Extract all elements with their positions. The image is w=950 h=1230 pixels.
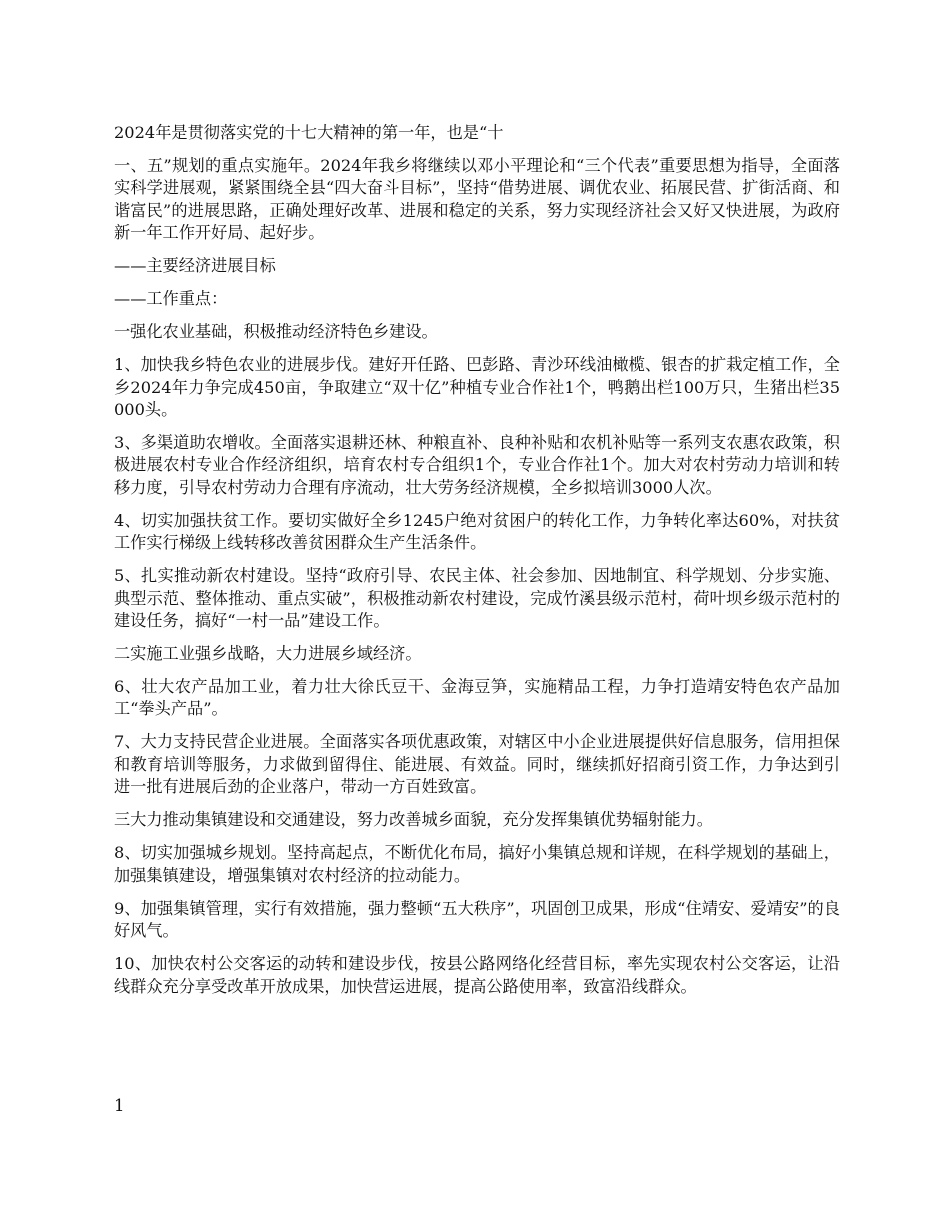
heading-economic-goals: ——主要经济进展目标	[114, 256, 276, 276]
section-heading-industry: 二实施工业强乡战略，大力进展乡域经济。	[114, 644, 422, 664]
paragraph-item-6: 6、壮大农产品加工业，着力壮大徐氏豆干、金海豆笋，实施精品工程，力争打造靖安特色农产品加工“拳头产品”。	[114, 677, 840, 719]
paragraph-overview: 一、五”规划的重点实施年。2024年我乡将继续以邓小平理论和“三个代表”重要思想为指导，全面落实科学进展观，紧紧围绕全县“四大奋斗目标”，坚持“借势进展、调优农业、拓展民营、扩街活商、和谐富民”的进展思路，正确处理好改革、进展和稳定的关系，努力实现经济社会又好又快进展，为政府新一年工作开好局、起好步。	[114, 156, 840, 243]
section-heading-agriculture: 一强化农业基础，积极推动经济特色乡建设。	[114, 322, 438, 342]
paragraph-item-3: 3、多渠道助农增收。全面落实退耕还林、种粮直补、良种补贴和农机补贴等一系列支农惠农政策，积极进展农村专业合作经济组织，培育农村专合组织1个，专业合作社1个。加大对农村劳动力培训和转移力度，引导农村劳动力合理有序流动，壮大劳务经济规模，全乡拟培训3000人次。	[114, 433, 840, 497]
paragraph-item-10: 10、加快农村公交客运的动转和建设步伐，按县公路网络化经营目标，率先实现农村公交客运，让沿线群众充分享受改革开放成果，加快营运进展，提高公路使用率，致富沿线群众。	[114, 954, 840, 996]
paragraph-item-7: 7、大力支持民营企业进展。全面落实各项优惠政策，对辖区中小企业进展提供好信息服务，信用担保和教育培训等服务，力求做到留得住、能进展、有效益。同时，继续抓好招商引资工作，力争达到引进一批有进展后劲的企业落户，带动一方百姓致富。	[114, 732, 840, 797]
paragraph-item-1: 1、加快我乡特色农业的进展步伐。建好开任路、巴彭路、青沙环线油橄榄、银杏的扩栽定植工作，全乡2024年力争完成450亩，争取建立“双十亿”种植专业合作社1个，鸭鹅出栏100万只，生猪出栏35000头。	[114, 355, 840, 420]
paragraph-item-4: 4、切实加强扶贫工作。要切实做好全乡1245户绝对贫困户的转化工作，力争转化率达60%，对扶贫工作实行梯级上线转移改善贫困群众生产生活条件。	[114, 510, 840, 553]
paragraph-item-8: 8、切实加强城乡规划。坚持高起点，不断优化布局，搞好小集镇总规和详规，在科学规划的基础上，加强集镇建设，增强集镇对农村经济的拉动能力。	[114, 843, 840, 885]
heading-work-focus: ——工作重点：	[114, 289, 228, 309]
paragraph-item-5: 5、扎实推动新农村建设。坚持“政府引导、农民主体、社会参加、因地制宜、科学规划、分步实施、典型示范、整体推动、重点实破”，积极推动新农村建设，完成竹溪县级示范村，荷叶坝乡级示范村的建设任务，搞好“一村一品”建设工作。	[114, 566, 840, 631]
paragraph-intro: 2024年是贯彻落实党的十七大精神的第一年，也是“十	[114, 123, 504, 142]
section-heading-town-transport: 三大力推动集镇建设和交通建设，努力改善城乡面貌，充分发挥集镇优势辐射能力。	[114, 810, 713, 830]
paragraph-item-9: 9、加强集镇管理，实行有效措施，强力整顿“五大秩序”，巩固创卫成果，形成“住靖安、爱靖安”的良好风气。	[114, 898, 840, 941]
document-body	[114, 122, 840, 1009]
page-number: 1	[114, 1096, 125, 1115]
